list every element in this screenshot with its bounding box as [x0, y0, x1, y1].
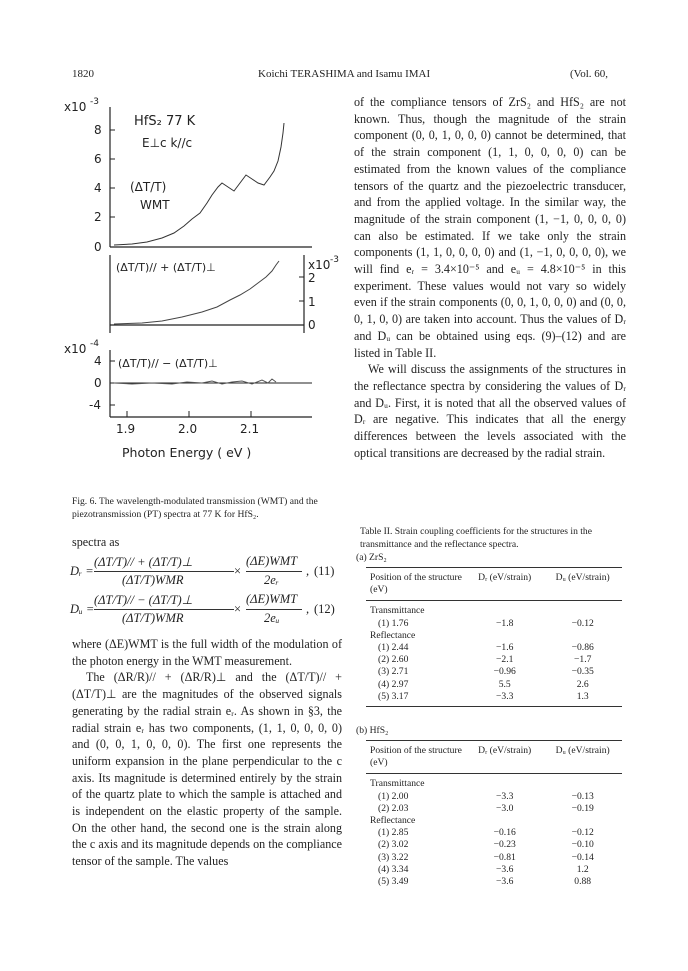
table-zrs2 — [366, 567, 622, 707]
table-caption: Table II. Strain coupling coefficients for the structures in the transmittance and the reflectance spectra. — [360, 526, 592, 550]
x-tick-2.1: 2.1 — [240, 422, 260, 436]
top-ytick: 0 — [94, 240, 102, 254]
x-axis-label: Photon Energy ( eV ) — [122, 445, 252, 460]
table-row: (5) 3.17 −3.3 1.3 — [378, 690, 589, 702]
x-tick-1.9: 1.9 — [116, 422, 136, 436]
right-column-text — [354, 94, 626, 461]
mid-scale-label: x10 — [308, 258, 331, 272]
mid-panel-label: (ΔT/T)// + (ΔT/T)⊥ — [116, 261, 216, 274]
mid-ytick: 0 — [308, 318, 316, 332]
volume-label: (Vol. 60, — [570, 68, 608, 80]
bottom-ytick: 4 — [94, 354, 102, 368]
page-number: 1820 — [72, 68, 94, 80]
top-ytick: 6 — [94, 152, 102, 166]
table-row: (4) 2.97 5.5 2.6 — [378, 678, 589, 690]
top-ytick: 2 — [94, 210, 102, 224]
table-b-label: (b) HfS₂ — [356, 725, 389, 736]
paragraph: where (ΔE)WMT is the full width of the modulation of the photon energy in the WMT measurement. — [72, 637, 342, 668]
top-ylabel-1: (ΔT/T) — [130, 180, 167, 194]
bottom-scale-exp: -4 — [90, 339, 99, 349]
spectra-as-text: spectra as — [72, 535, 120, 549]
top-scale-label: x10 — [64, 100, 87, 114]
compound-label: HfS₂ 77 K — [134, 114, 196, 129]
table-section-label: Transmittance — [370, 778, 425, 790]
table-hfs2 — [366, 740, 622, 888]
table-header-row: Position of the structure (eV) Dᵣ (eV/strain) Dᵤ (eV/strain) — [370, 745, 610, 769]
bottom-scale-label: x10 — [64, 342, 87, 356]
table-row: (2) 2.60 −2.1 −1.7 — [378, 654, 592, 666]
mid-ytick: 1 — [308, 295, 316, 309]
figure-caption: Fig. 6. The wavelength-modulated transmission (WMT) and the piezotransmission (PT) spectra at 77 K for HfS₂. — [72, 496, 318, 520]
polarization-label: E⊥c k//c — [142, 136, 193, 150]
bottom-ytick: 0 — [94, 376, 102, 390]
paragraph: The (ΔR/R)// + (ΔR/R)⊥ and the (ΔT/T)// + (ΔT/T)⊥ are the magnitudes of the observed signals generating by the radial strain eᵣ. As shown in §3, the radial strain eᵣ has two components, (1, 1, 0, 0, 0, 0) and (0, 0, 1, 0, 0, 0). The first one represents the uniform expansion in the plane perpendicular to the c axis. Its magnitude is determined entirely by the strain of the quartz plate to which the sample is attached and is independent on the elastic property of the sample. On the other hand, the second one is the strain along the c axis and its magnitude depends on the compliance tensor of the sample. The values — [72, 670, 342, 869]
top-scale-exp: -3 — [90, 97, 99, 107]
table-row: (1) 1.76 −1.8 −0.12 — [378, 617, 594, 629]
equation-12: Dᵤ = (ΔT/T)// − (ΔT/T)⊥ (ΔT/T)WMR × (ΔE)WMT 2eᵤ , (12) — [70, 592, 335, 625]
top-ytick: 4 — [94, 181, 102, 195]
bottom-ytick: -4 — [89, 398, 101, 412]
table-row: (2) 2.03 −3.0 −0.19 — [378, 802, 594, 814]
table-a-label: (a) ZrS₂ — [356, 552, 387, 563]
paragraph: We will discuss the assignments of the structures in the reflectance spectra by considering the values of Dᵣ and Dᵤ. First, it is noted that all the observed values of Dᵣ are negative. This indicates that all the energy differences between the levels associated with the optical transitions are decreased by the radial strain. — [354, 362, 626, 460]
running-authors: Koichi TERASHIMA and Isamu IMAI — [258, 68, 431, 80]
table-row: (4) 3.34 −3.6 1.2 — [378, 863, 589, 875]
left-column-text — [72, 636, 342, 870]
table-row: (2) 3.02 −0.23 −0.10 — [378, 839, 594, 851]
table-row: (1) 2.85 −0.16 −0.12 — [378, 827, 594, 839]
table-row: (1) 2.44 −1.6 −0.86 — [378, 642, 594, 654]
mid-scale-exp: -3 — [330, 255, 339, 265]
figure-6 — [62, 95, 344, 465]
table-section-label: Reflectance — [370, 629, 416, 641]
table-row: (3) 3.22 −0.81 −0.14 — [378, 851, 594, 863]
table-section-label: Transmittance — [370, 605, 425, 617]
bottom-panel-label: (ΔT/T)// − (ΔT/T)⊥ — [118, 357, 218, 370]
mid-ytick: 2 — [308, 271, 316, 285]
x-tick-2.0: 2.0 — [178, 422, 198, 436]
table-section-label: Reflectance — [370, 815, 416, 827]
equation-11: Dᵣ = (ΔT/T)// + (ΔT/T)⊥ (ΔT/T)WMR × (ΔE)WMT 2eᵣ , (11) — [70, 554, 335, 587]
paragraph: of the compliance tensors of ZrS₂ and HfS₂ are not known. Thus, though the magnitude of the strain component (0, 0, 1, 0, 0, 0) cannot be determined, that of the strain component (1, 1, 0, 0, 0, 0) can be estimated from the known values of the compliance tensors of the quartz and the piezoelectric transducer, and from the applied voltage. In the similar way, the magnitude of the strain component (1, −1, 0, 0, 0, 0) can also be estimated. If we take only the strain components (1, 1, 0, 0, 0, 0) and (1, −1, 0, 0, 0, 0), we will find eᵣ = 3.4×10⁻⁵ and eᵤ = 4.8×10⁻⁵ in this experiment. These values would not vary so widely even if the strain components (0, 0, 1, 0, 0, 0) and (0, 0, 0, 1, 0, 0) are taken into account. Thus the values of Dᵣ and Dᵤ can be obtained using eqs. (9)–(12) and are listed in Table II. — [354, 95, 626, 360]
top-ylabel-2: WMT — [140, 198, 170, 212]
table-header-row: Position of the structure (eV) Dᵣ (eV/strain) Dᵤ (eV/strain) — [370, 572, 610, 596]
table-row: (1) 2.00 −3.3 −0.13 — [378, 790, 594, 802]
table-row: (5) 3.49 −3.6 0.88 — [378, 876, 592, 888]
top-ytick: 8 — [94, 123, 102, 137]
table-row: (3) 2.71 −0.96 −0.35 — [378, 666, 594, 678]
